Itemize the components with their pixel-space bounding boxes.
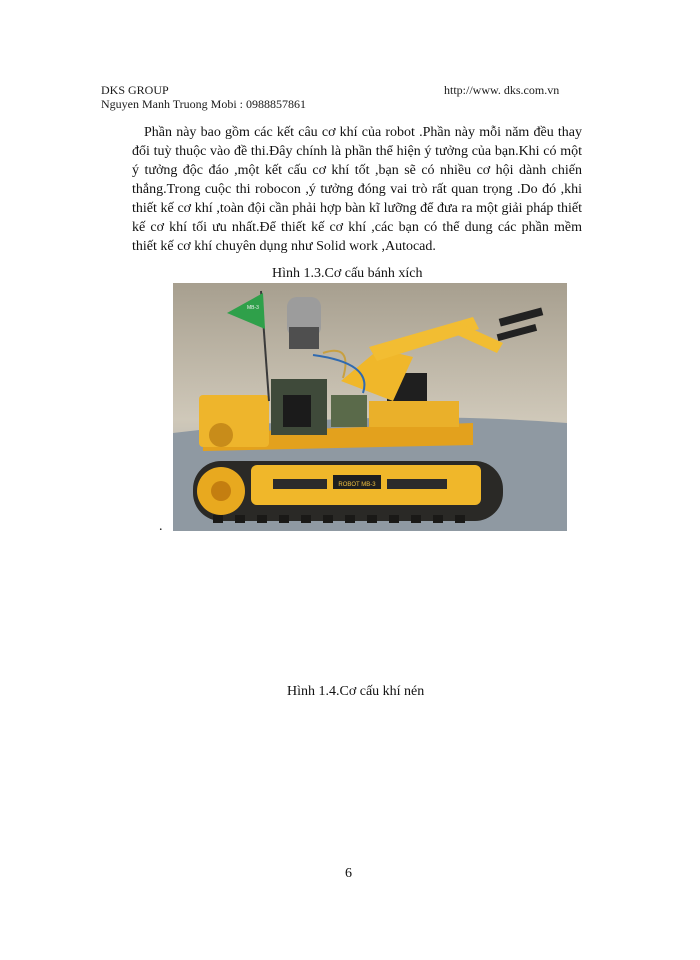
flag-label: MB-3: [247, 305, 259, 311]
page-number: 6: [345, 866, 352, 881]
header-contact: Nguyen Manh Truong Mobi : 0988857861: [101, 97, 307, 111]
tracked-robot-photo: [173, 283, 567, 531]
body-label: ROBOT MB-3: [338, 482, 376, 488]
header-website: http://www. dks.com.vn: [444, 83, 560, 97]
figure-1-caption: Hình 1.3.Cơ cấu bánh xích: [272, 266, 423, 281]
stray-dot: .: [159, 519, 163, 534]
body-paragraph: Phần này bao gồm các kết câu cơ khí của robot .Phần này mỗi năm đều thay đổi tuỳ thuộc vào đề thi.Đây chính là phần thể hiện ý tưởng của bạn.Khi có một ý tưởng độc đáo ,một kết cấu cơ khí tốt ,bạn sẽ có nhiều cơ hội dành chiến thắng.Trong cuộc thi robocon ,ý tưởng đóng vai trò rất quan trọng .Do đó ,khi thiết kế cơ khí ,toàn đội cần phải hợp bàn kĩ lưỡng để đưa ra một giải pháp thiết kế cơ khí tối ưu nhất.Để thiết kế cơ khí ,các bạn có thể dung các phần mềm thiết kế cơ khí chuyên dụng như Solid work ,Autocad.: [132, 125, 582, 254]
front-box: [199, 395, 269, 447]
header-group-name: DKS GROUP: [101, 83, 169, 97]
figure-2-caption: Hình 1.4.Cơ cấu khí nén: [287, 684, 425, 699]
